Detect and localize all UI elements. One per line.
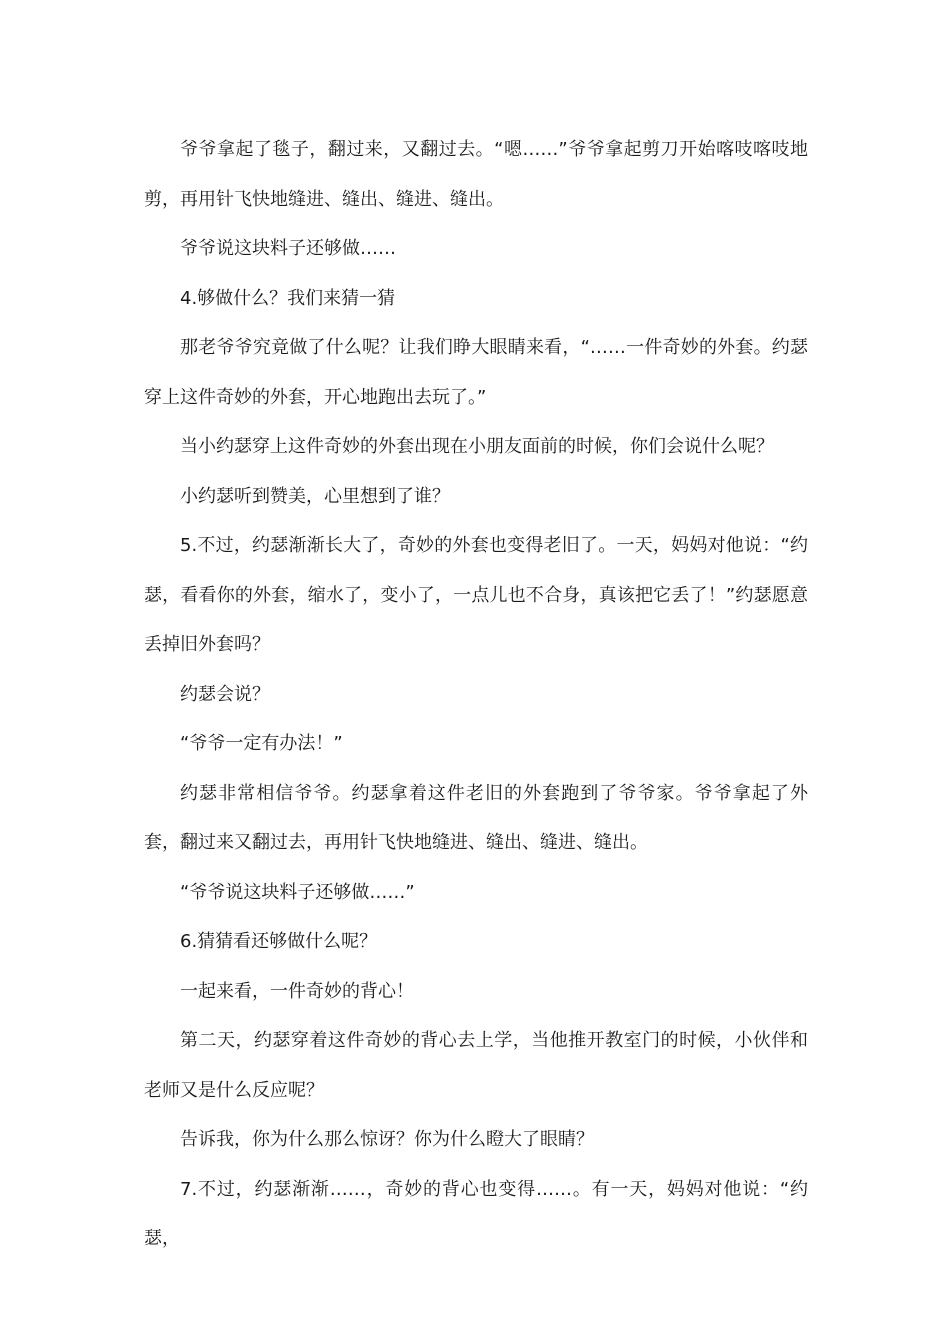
section-paragraph-7: 7.不过，约瑟渐渐……，奇妙的背心也变得……。有一天，妈妈对他说：“约瑟，	[144, 1178, 808, 1249]
paragraph: 告诉我，你为什么那么惊讶？你为什么瞪大了眼睛？	[180, 1129, 594, 1150]
paragraph: 小约瑟听到赞美，心里想到了谁？	[180, 485, 450, 507]
paragraph: 一起来看，一件奇妙的背心！	[180, 980, 414, 1002]
section-paragraph-5: 5.不过，约瑟渐渐长大了，奇妙的外套也变得老旧了。一天，妈妈对他说：“约瑟，看看你的外套，缩水了，变小了，一点儿也不合身，真该把它丢了！”约瑟愿意丢掉旧外套吗？	[144, 535, 808, 655]
paragraph: 约瑟非常相信爷爷。约瑟拿着这件老旧的外套跑到了爷爷家。爷爷拿起了外套，翻过来又翻过去，再用针飞快地缝进、缝出、缝进、缝出。	[144, 782, 808, 853]
paragraph: “爷爷一定有办法！”	[180, 733, 343, 754]
document-body	[144, 125, 808, 1264]
paragraph: 约瑟会说？	[180, 683, 270, 705]
paragraph: “爷爷说这块料子还够做……”	[180, 881, 415, 903]
paragraph: 那老爷爷究竟做了什么呢？让我们睁大眼睛来看，“……一件奇妙的外套。约瑟穿上这件奇妙的外套，开心地跑出去玩了。”	[144, 337, 808, 408]
section-heading-4: 4.够做什么？我们来猜一猜	[180, 287, 396, 309]
paragraph: 爷爷拿起了毯子，翻过来，又翻过去。“嗯……”爷爷拿起剪刀开始喀吱喀吱地剪，再用针飞快地缝进、缝出、缝进、缝出。	[144, 139, 808, 210]
paragraph: 爷爷说这块料子还够做……	[180, 238, 396, 259]
paragraph: 第二天，约瑟穿着这件奇妙的背心去上学，当他推开教室门的时候，小伙伴和老师又是什么反应呢？	[144, 1030, 808, 1101]
paragraph: 当小约瑟穿上这件奇妙的外套出现在小朋友面前的时候，你们会说什么呢？	[180, 436, 774, 457]
section-heading-6: 6.猜猜看还够做什么呢？	[180, 931, 378, 952]
